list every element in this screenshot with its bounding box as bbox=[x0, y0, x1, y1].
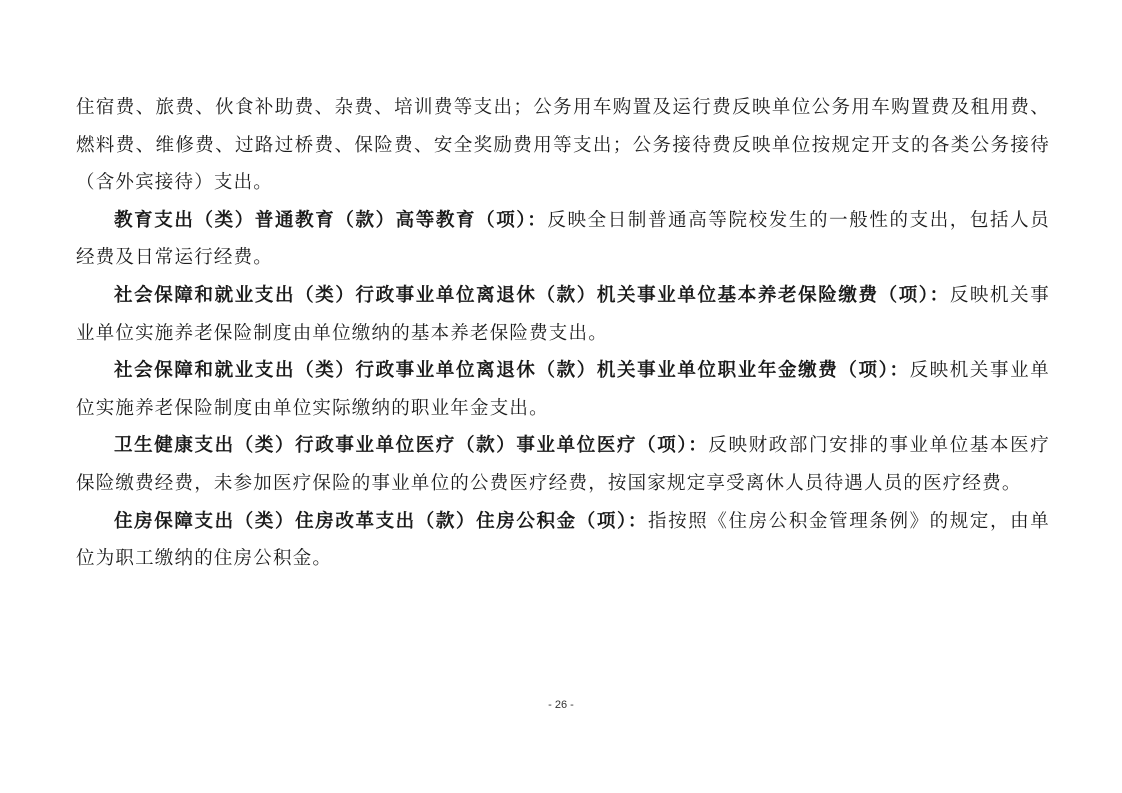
page-number: - 26 - bbox=[548, 699, 574, 711]
paragraph-lead-heading: 卫生健康支出（类）行政事业单位医疗（款）事业单位医疗（项）： bbox=[114, 435, 709, 457]
paragraph-body-text: 反映财政部门安排的事业单位基本医疗保险缴费经费，未参加医疗保险的事业单位的公费医疗经费，按国家规定享受离休人员待遇人员的医疗经费。 bbox=[76, 435, 1050, 494]
paragraph-occupational-annuity bbox=[76, 352, 1050, 427]
paragraph-lead-heading: 社会保障和就业支出（类）行政事业单位离退休（款）机关事业单位基本养老保险缴费（项）： bbox=[114, 284, 950, 306]
paragraph-lead-heading: 教育支出（类）普通教育（款）高等教育（项）： bbox=[114, 209, 548, 231]
document-body bbox=[76, 89, 1050, 578]
paragraph-lead-heading: 住房保障支出（类）住房改革支出（款）住房公积金（项）： bbox=[114, 510, 648, 532]
paragraph-housing-provident-fund bbox=[76, 503, 1050, 578]
paragraph-lead-heading: 社会保障和就业支出（类）行政事业单位离退休（款）机关事业单位职业年金缴费（项）： bbox=[114, 360, 910, 382]
paragraph-basic-pension-insurance bbox=[76, 277, 1050, 352]
paragraph-body-text: 反映机关事业单位实施养老保险制度由单位缴纳的基本养老保险费支出。 bbox=[76, 284, 1050, 344]
paragraph-medical-expenditure bbox=[76, 427, 1050, 502]
paragraph-continuation bbox=[76, 89, 1050, 202]
paragraph-body-text: 反映全日制普通高等院校发生的一般性的支出，包括人员经费及日常运行经费。 bbox=[76, 209, 1050, 269]
paragraph-body-text: 反映机关事业单位实施养老保险制度由单位实际缴纳的职业年金支出。 bbox=[76, 360, 1050, 419]
paragraph-education-expenditure bbox=[76, 202, 1050, 277]
paragraph-body-text: 住宿费、旅费、伙食补助费、杂费、培训费等支出；公务用车购置及运行费反映单位公务用车购置费及租用费、燃料费、维修费、过路过桥费、保险费、安全奖励费用等支出；公务接待费反映单位按规定开支的各类公务接待（含外宾接待）支出。 bbox=[76, 97, 1050, 194]
paragraph-body-text: 指按照《住房公积金管理条例》的规定，由单位为职工缴纳的住房公积金。 bbox=[76, 510, 1050, 570]
